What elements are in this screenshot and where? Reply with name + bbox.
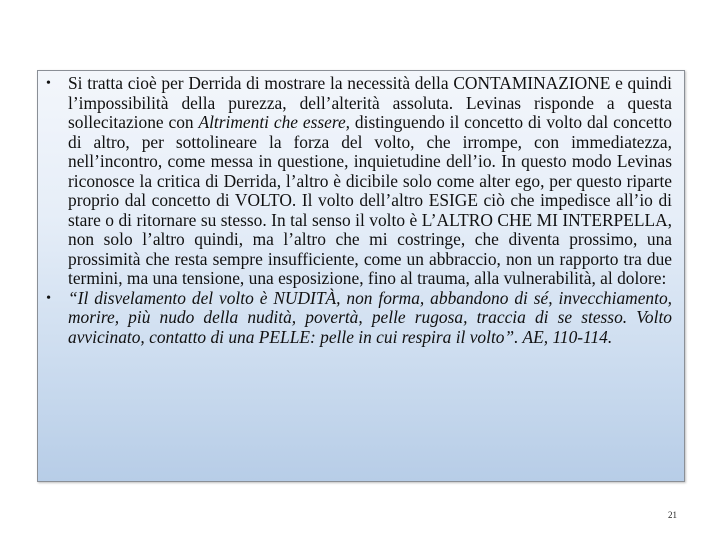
book-title-emphasis: Altrimenti che essere, [198, 112, 351, 132]
bullet-item-quote-nudita [46, 287, 672, 348]
bullet-text-start: Si tratta cioè per Derrida di mostrare la necessità della CONTAMINAZIONE e quindi l’impossibilità della purezza, dell’alterità assoluta. Levinas risponde a questa sollecitazione con [68, 73, 672, 132]
content-text-box [37, 70, 685, 482]
bullet-marker: • [46, 290, 51, 306]
quote-text: “Il disvelamento del volto è NUDITÀ, non forma, abbandono di sé, invecchiamento, morire, più nudo della nudità, povertà, pelle rugosa, traccia di se stesso. Volto avvicinato, contatto di una PELLE: pelle in cui respira il volto”. AE, 110-114. [68, 287, 672, 347]
bullet-marker: • [46, 76, 51, 91]
bullet-text-rest: distinguendo il concetto di volto dal concetto di altro, per sottolineare la forza del volto, che irrompe, con immediatezza, nell’incontro, come messa in questione, inquietudine dell’io. In questo modo Levinas riconosce la critica di Derrida, l’altro è dicibile solo come alter ego, per questo riparte proprio dal concetto di VOLTO. Il volto dell’altro ESIGE ciò che impedisce all’io di stare o di ritornare su stesso. In tal senso il volto è L’ALTRO CHE MI INTERPELLA, non solo l’altro quindi, ma l’altro che mi costringe, che diventa prossimo, una prossimità che resta sempre insufficiente, come un abbraccio, non un rapporto tra due termini, ma una tensione, una esposizione, fino al trauma, alla vulnerabilità, al dolore: [68, 112, 673, 288]
page-number: 21 [668, 510, 677, 520]
bullet-item-derrida-levinas [46, 73, 673, 289]
